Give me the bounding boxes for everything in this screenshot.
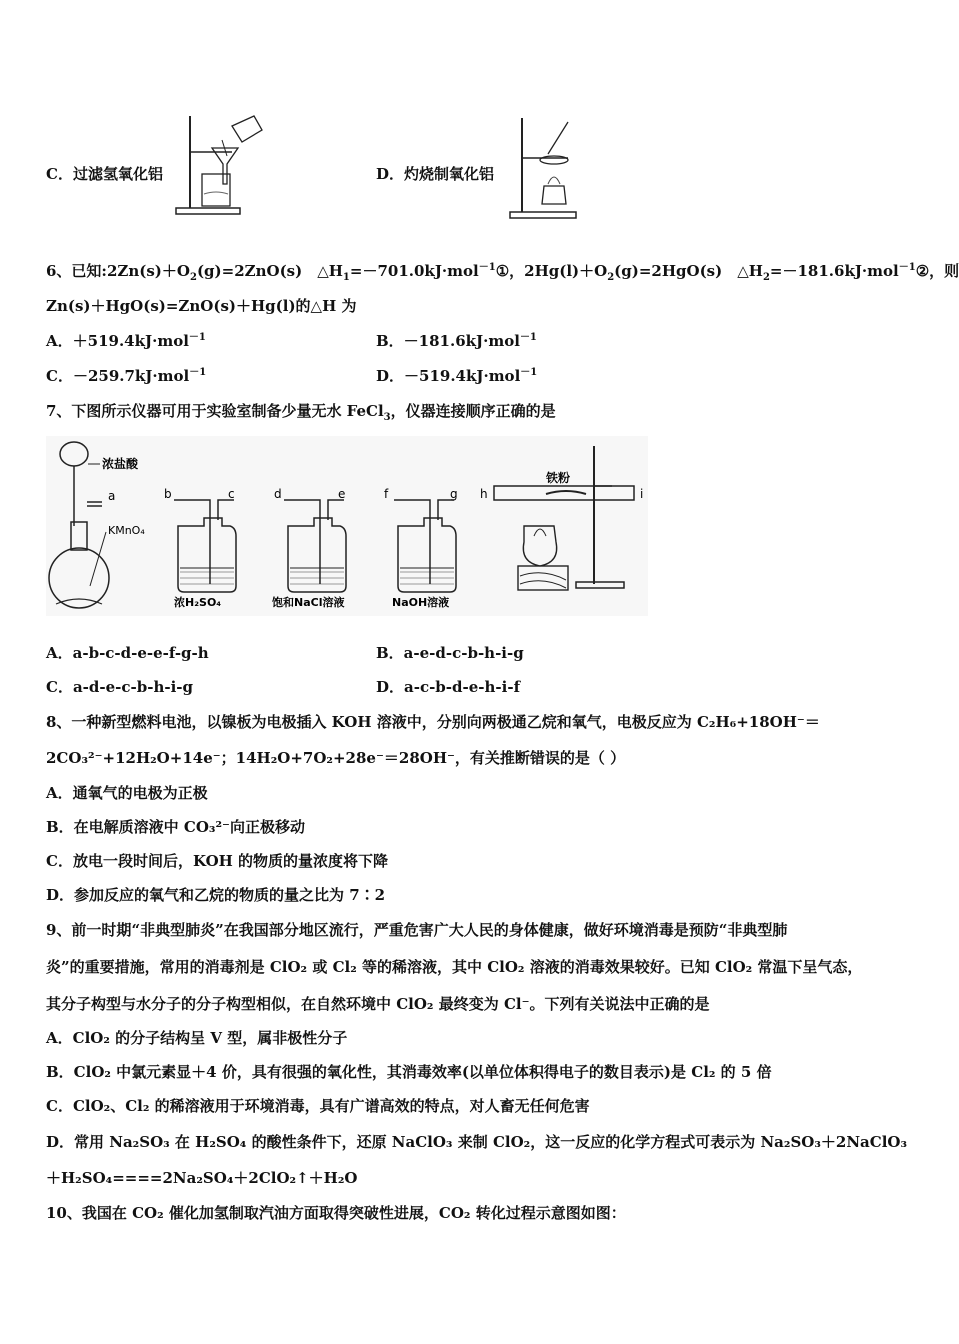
q8-option-d: D．参加反应的氧气和乙烷的物质的量之比为 7∶2 bbox=[46, 886, 386, 904]
q6-option-d: D．－519.4kJ·mol$^{-1}$ bbox=[376, 367, 538, 385]
q9-stem-line2: 炎”的重要措施，常用的消毒剂是 ClO₂ 或 Cl₂ 等的稀溶液，其中 ClO₂ 溶液的消毒效果较好。已知 ClO₂ 常温下呈气态， bbox=[46, 958, 863, 976]
q7-stem: 7、下图所示仪器可用于实验室制备少量无水 FeCl$_3$，仪器连接顺序正确的是 bbox=[46, 402, 556, 423]
fecl3-apparatus-figure bbox=[46, 436, 648, 616]
q9-option-b: B．ClO₂ 中氯元素显＋4 价，具有很强的氧化性，其消毒效率(以单位体积得电子的数目表示)是 Cl₂ 的 5 倍 bbox=[46, 1063, 772, 1081]
q9-stem-line1: 9、前一时期“非典型肺炎”在我国部分地区流行，严重危害广大人民的身体健康，做好环境消毒是预防“非典型肺 bbox=[46, 921, 788, 939]
label-conc-h2so4: 浓H₂SO₄ bbox=[174, 596, 222, 609]
filtration-apparatus-figure bbox=[172, 112, 272, 220]
q6-stem-line2: Zn(s)＋HgO(s)=ZnO(s)＋Hg(l)的△H 为 bbox=[46, 297, 357, 315]
label-d: d bbox=[274, 487, 282, 501]
label-a: a bbox=[108, 489, 116, 503]
label-e: e bbox=[338, 487, 346, 501]
q7-option-c: C．a-d-e-c-b-h-i-g bbox=[46, 678, 193, 696]
q6-option-b: B．－181.6kJ·mol$^{-1}$ bbox=[376, 332, 537, 350]
q8-stem-line2: 2CO₃²⁻+12H₂O+14e⁻；14H₂O+7O₂+28e⁻＝28OH⁻，有关推断错误的是（ ） bbox=[46, 749, 626, 767]
q8-option-b: B．在电解质溶液中 CO₃²⁻向正极移动 bbox=[46, 818, 305, 836]
label-iron-powder: 铁粉 bbox=[546, 471, 571, 485]
label-f: f bbox=[384, 487, 389, 501]
q7-option-a: A．a-b-c-d-e-e-f-g-h bbox=[46, 644, 209, 662]
label-h: h bbox=[480, 487, 488, 501]
q10-stem: 10、我国在 CO₂ 催化加氢制取汽油方面取得突破性进展，CO₂ 转化过程示意图如图： bbox=[46, 1204, 626, 1222]
q7-option-b: B．a-e-d-c-b-h-i-g bbox=[376, 644, 524, 662]
q5-option-d: D．灼烧制氧化铝 bbox=[376, 165, 495, 183]
q6-option-a: A．＋519.4kJ·mol$^{-1}$ bbox=[46, 332, 206, 350]
q9-option-a: A．ClO₂ 的分子结构呈 V 型，属非极性分子 bbox=[46, 1029, 348, 1047]
q9-option-d-line1: D．常用 Na₂SO₃ 在 H₂SO₄ 的酸性条件下，还原 NaClO₃ 来制 ClO₂，这一反应的化学方程式可表示为 Na₂SO₃＋2NaClO₃ bbox=[46, 1133, 908, 1151]
q7-option-d: D．a-c-b-d-e-h-i-f bbox=[376, 678, 521, 696]
q8-stem-line1: 8、一种新型燃料电池，以镍板为电极插入 KOH 溶液中，分别向两极通乙烷和氧气，电极反应为 C₂H₆+18OH⁻＝ bbox=[46, 713, 820, 731]
q8-option-c: C．放电一段时间后，KOH 的物质的量浓度将下降 bbox=[46, 852, 389, 870]
label-i: i bbox=[640, 487, 644, 501]
q9-option-c: C．ClO₂、Cl₂ 的稀溶液用于环境消毒，具有广谱高效的特点，对人畜无任何危害 bbox=[46, 1097, 590, 1115]
label-kmno4: KMnO₄ bbox=[108, 524, 145, 537]
label-b: b bbox=[164, 487, 172, 501]
q9-stem-line3: 其分子构型与水分子的分子构型相似，在自然环境中 ClO₂ 最终变为 Cl⁻。下列有关说法中正确的是 bbox=[46, 995, 710, 1013]
label-naoh: NaOH溶液 bbox=[392, 596, 450, 609]
q6-stem-line1: 6、已知$:2Zn(s)+O_2(g)=2ZnO(s)$ $\triangle H_1=-701.0kJ\cdot mol^{-1}①$，$2Hg(l)+O_2(g)=2HgO(s)$ $\triangle H_2=-181.6kJ\cdot mol^{-1}②$，则 bbox=[46, 262, 959, 283]
q8-option-a: A．通氧气的电极为正极 bbox=[46, 784, 208, 802]
label-conc-hcl: 浓盐酸 bbox=[102, 457, 139, 471]
q9-option-d-line2: ＋H₂SO₄====2Na₂SO₄＋2ClO₂↑＋H₂O bbox=[46, 1169, 358, 1187]
label-c: c bbox=[228, 487, 235, 501]
q6-option-c: C．－259.7kJ·mol$^{-1}$ bbox=[46, 367, 207, 385]
label-g: g bbox=[450, 487, 458, 501]
label-sat-nacl: 饱和NaCl溶液 bbox=[272, 596, 345, 609]
calcination-apparatus-figure bbox=[508, 114, 588, 222]
q5-option-c: C．过滤氢氧化铝 bbox=[46, 165, 163, 183]
